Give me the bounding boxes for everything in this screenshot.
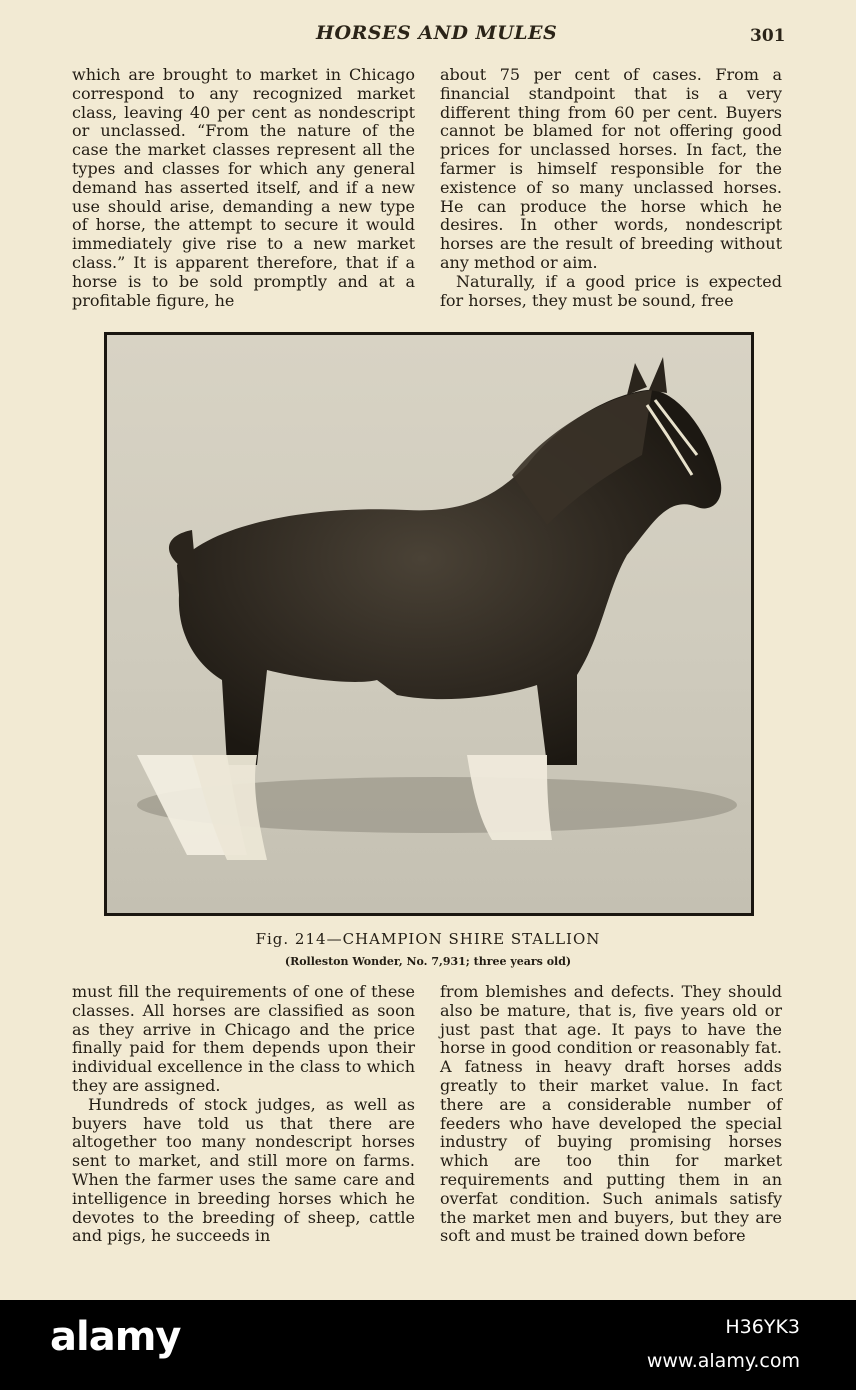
paragraph: must fill the requirements of one of these classes. All horses are classified as soon as they arrive in Chicago and the price finally paid for them depends upon their individual excellence in the class to which they are assigned. [72,982,415,1095]
paragraph: from blemishes and defects. They should also be mature, that is, five years old or just past that age. It pays to have the horse in good condition or reasonably fat. A fatness in heavy draft horses adds greatly to their market value. In fact there are a considerable number of feeders who have developed the special industry of buying promising horses which are too thin for market requirements and putting them in an overfat condition. Such animals satisfy the market men and buyers, but they are soft and must be trained down before [440,982,782,1246]
horse-photograph [104,332,754,916]
paragraph: which are brought to market in Chicago correspond to any recognized market class, leaving 40 per cent as nondescript or unclassed. “From the nature of the case the market classes represent all the types and classes for which any general demand has asserted itself, and if a new use should arise, demanding a new type of horse, the attempt to secure it would immediately give rise to a new market class.” It is apparent therefore, that if a horse is to be sold promptly and at a profitable figure, he [72,65,415,310]
horse-ears [627,357,667,395]
brand-logo: alamy [50,1314,181,1360]
paragraph: about 75 per cent of cases. From a financial standpoint that is a very different thing from 60 per cent. Buyers cannot be blamed for not offering good prices for unclassed horses. In fact, the farmer is himself responsible for the existence of so many unclassed horses. He can produce the horse which he desires. In other words, nondescript horses are the result of breeding without any method or aim. [440,65,782,272]
paragraph: Naturally, if a good price is expected for horses, they must be sound, free [440,271,782,310]
running-head: HORSES AND MULES [316,22,558,44]
text-column-bottom-left [72,983,415,1246]
figure-subcaption: (Rolleston Wonder, No. 7,931; three years old) [284,955,572,968]
text-column-top-left [72,66,415,310]
text-column-bottom-right [440,983,782,1246]
image-id: H36YK3 [725,1316,800,1338]
text-column-top-right [440,66,782,310]
stock-watermark-banner [0,1300,856,1390]
horse-tail [169,530,197,585]
shire-stallion-illustration [107,335,751,913]
page-number: 301 [750,26,786,46]
site-url: www.alamy.com [646,1350,800,1372]
figure-caption: Fig. 214—CHAMPION SHIRE STALLION [255,930,601,948]
paragraph: Hundreds of stock judges, as well as buyers have told us that there are altogether too many nondescript horses sent to market, and still more on farms. When the farmer uses the same care and intelligence in breeding horses which he devotes to the breeding of sheep, cattle and pigs, he succeeds in [72,1094,415,1246]
